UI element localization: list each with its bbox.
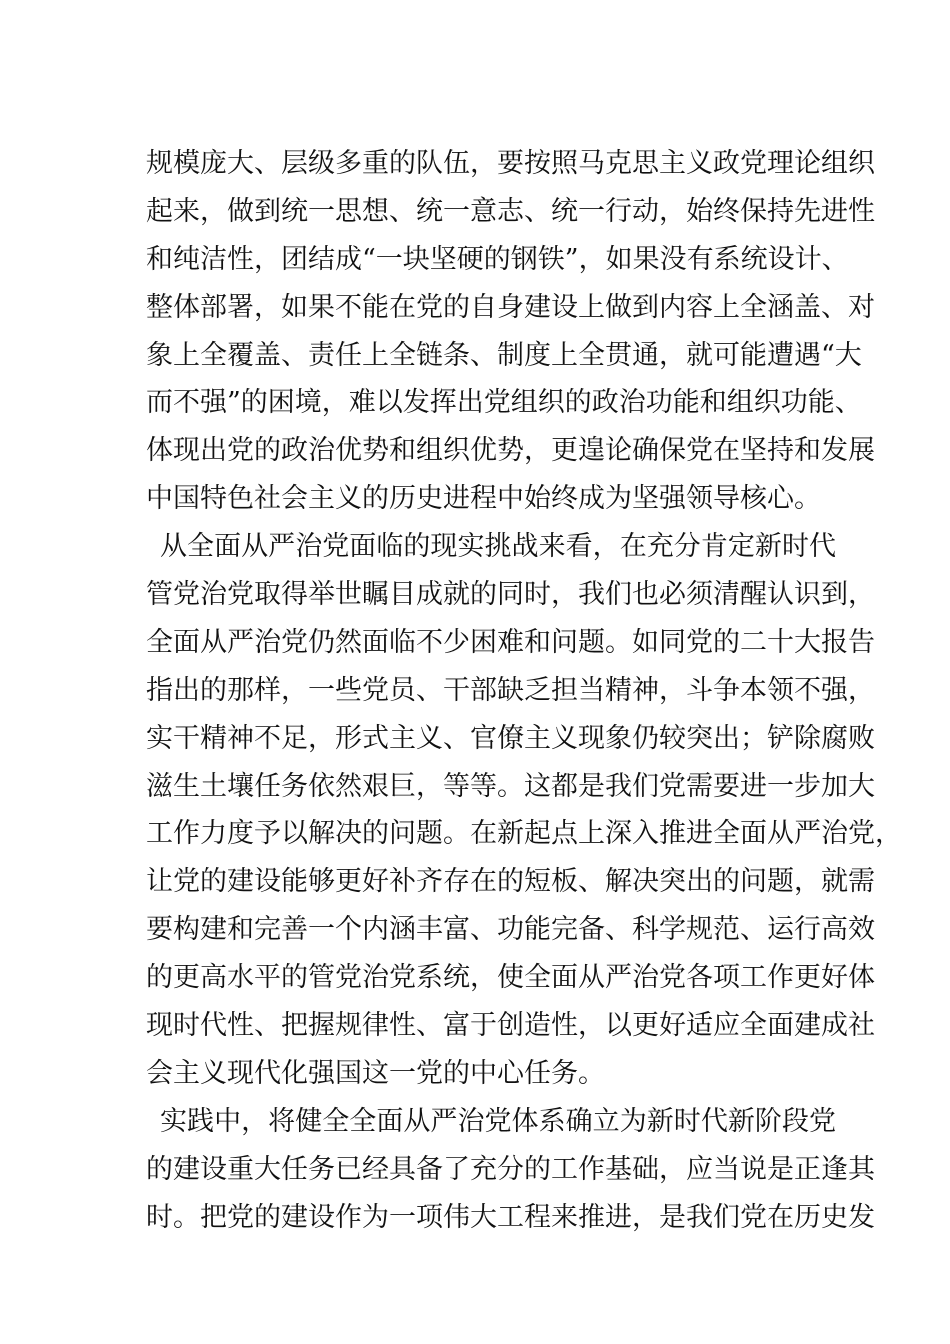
text-line: 起来，做到统一思想、统一意志、统一行动，始终保持先进性 — [146, 195, 875, 227]
text-line: 实干精神不足，形式主义、官僚主义现象仍较突出；铲除腐败 — [146, 722, 875, 754]
text-line: 体现出党的政治优势和组织优势，更遑论确保党在坚持和发展 — [146, 435, 875, 467]
text-line: 现时代性、把握规律性、富于创造性，以更好适应全面建成社 — [146, 1010, 875, 1042]
text-line: 要构建和完善一个内涵丰富、功能完备、科学规范、运行高效 — [146, 914, 875, 946]
text-line: 整体部署，如果不能在党的自身建设上做到内容上全涵盖、对 — [146, 291, 875, 323]
text-line: 象上全覆盖、责任上全链条、制度上全贯通，就可能遭遇“大 — [146, 339, 862, 371]
text-line: 的建设重大任务已经具备了充分的工作基础，应当说是正逢其 — [146, 1153, 875, 1185]
text-line: 工作力度予以解决的问题。在新起点上深入推进全面从严治党， — [146, 818, 902, 850]
text-line: 的更高水平的管党治党系统，使全面从严治党各项工作更好体 — [146, 962, 875, 994]
text-line: 而不强”的困境，难以发挥出党组织的政治功能和组织功能、 — [146, 387, 862, 419]
paragraph-first-line: 实践中，将健全全面从严治党体系确立为新时代新阶段党 — [160, 1105, 836, 1137]
text-line: 会主义现代化强国这一党的中心任务。 — [146, 1057, 605, 1089]
text-line: 和纯洁性，团结成“一块坚硬的钢铁”，如果没有系统设计、 — [146, 243, 849, 275]
text-line: 让党的建设能够更好补齐存在的短板、解决突出的问题，就需 — [146, 866, 875, 898]
text-line: 指出的那样，一些党员、干部缺乏担当精神，斗争本领不强， — [146, 674, 875, 706]
text-line: 时。把党的建设作为一项伟大工程来推进，是我们党在历史发 — [146, 1201, 875, 1233]
text-line: 规模庞大、层级多重的队伍，要按照马克思主义政党理论组织 — [146, 148, 875, 179]
paragraph-first-line: 从全面从严治党面临的现实挑战来看，在充分肯定新时代 — [160, 531, 836, 563]
text-line: 管党治党取得举世瞩目成就的同时，我们也必须清醒认识到， — [146, 579, 875, 611]
body-text — [146, 140, 902, 1241]
text-line: 全面从严治党仍然面临不少困难和问题。如同党的二十大报告 — [146, 626, 875, 658]
text-line: 滋生土壤任务依然艰巨，等等。这都是我们党需要进一步加大 — [146, 770, 875, 802]
text-line: 中国特色社会主义的历史进程中始终成为坚强领导核心。 — [146, 483, 821, 515]
